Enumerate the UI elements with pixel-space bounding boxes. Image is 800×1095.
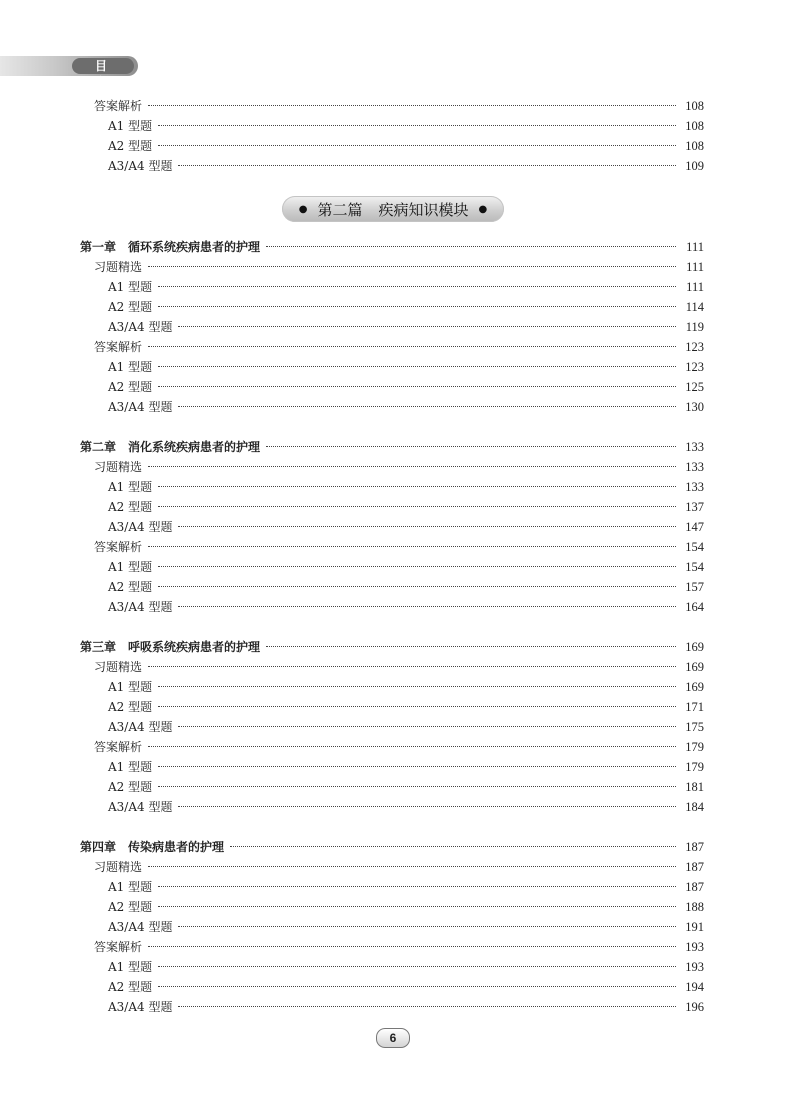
toc-entry-page: 147 — [685, 520, 704, 534]
toc-entry[interactable] — [94, 737, 704, 757]
toc-entry-label: 第一章 循环系统疾病患者的护理 — [80, 240, 261, 254]
dot-leader — [158, 986, 676, 987]
toc-entry-page: 157 — [685, 580, 704, 594]
toc-entry[interactable] — [108, 997, 704, 1017]
dot-leader — [158, 306, 676, 307]
dot-leader — [178, 165, 676, 166]
dot-leader — [148, 546, 676, 547]
dot-leader — [158, 286, 676, 287]
toc-entry-label: A2 型题 — [108, 300, 153, 314]
toc-entry-page: 133 — [685, 480, 704, 494]
toc-entry-label: 第二章 消化系统疾病患者的护理 — [80, 440, 261, 454]
toc-entry-label: 答案解析 — [94, 740, 143, 754]
toc-entry-label: 答案解析 — [94, 940, 143, 954]
toc-entry-page: 154 — [685, 540, 704, 554]
dot-leader — [178, 326, 676, 327]
section-tab-contents: 目 录 — [72, 58, 134, 74]
toc-entry-page: 175 — [685, 720, 704, 734]
dot-leader — [158, 366, 676, 367]
dot-leader — [158, 766, 676, 767]
toc-entry-page: 123 — [685, 360, 704, 374]
toc-entry-page: 164 — [685, 600, 704, 614]
dot-leader — [178, 606, 676, 607]
toc-entry-label: A3/A4 型题 — [108, 920, 173, 934]
toc-entry[interactable] — [108, 497, 704, 517]
toc-entry-label: A3/A4 型题 — [108, 320, 173, 334]
toc-entry[interactable] — [108, 557, 704, 577]
toc-entry-page: 193 — [685, 960, 704, 974]
toc-entry[interactable] — [108, 717, 704, 737]
toc-entry-page: 111 — [686, 280, 704, 294]
toc-entry-label: A2 型题 — [108, 580, 153, 594]
dot-leader — [158, 506, 676, 507]
toc-entry[interactable] — [108, 577, 704, 597]
dot-leader — [178, 1006, 676, 1007]
dot-leader — [158, 886, 676, 887]
toc-entry-label: 第四章 传染病患者的护理 — [80, 840, 225, 854]
toc-entry-label: A2 型题 — [108, 500, 153, 514]
toc-entry-page: 108 — [685, 119, 704, 133]
toc-entry-label: 习题精选 — [94, 660, 143, 674]
toc-entry-label: A2 型题 — [108, 139, 153, 153]
toc-entry-page: 179 — [685, 760, 704, 774]
dot-leader — [148, 666, 676, 667]
bullet-dot-icon: ● — [478, 203, 488, 215]
chapter-heading[interactable] — [80, 437, 704, 457]
toc-entry[interactable] — [108, 977, 704, 997]
toc-entry-label: A3/A4 型题 — [108, 800, 173, 814]
toc-entry[interactable] — [108, 677, 704, 697]
toc-entry-page: 114 — [685, 300, 704, 314]
dot-leader — [178, 806, 676, 807]
dot-leader — [158, 486, 676, 487]
toc-entry[interactable] — [108, 317, 704, 337]
dot-leader — [178, 726, 676, 727]
toc-entry-label: 答案解析 — [94, 340, 143, 354]
dot-leader — [148, 346, 676, 347]
toc-entry[interactable] — [108, 357, 704, 377]
toc-entry[interactable] — [94, 537, 704, 557]
toc-entry-label: A1 型题 — [108, 680, 153, 694]
toc-entry[interactable] — [108, 917, 704, 937]
dot-leader — [158, 686, 676, 687]
toc-entry[interactable] — [94, 257, 704, 277]
toc-entry-label: A1 型题 — [108, 360, 153, 374]
chapter-heading[interactable] — [80, 637, 704, 657]
dot-leader — [158, 586, 676, 587]
toc-entry-page: 187 — [685, 860, 704, 874]
toc-entry-page: 154 — [685, 560, 704, 574]
toc-entry-page: 119 — [685, 320, 704, 334]
toc-entry-page: 187 — [685, 840, 704, 854]
toc-entry-page: 196 — [685, 1000, 704, 1014]
dot-leader — [158, 386, 676, 387]
toc-entry-label: A1 型题 — [108, 119, 153, 133]
part-banner — [282, 196, 504, 222]
dot-leader — [148, 266, 676, 267]
toc-entry[interactable] — [108, 116, 704, 136]
toc-entry[interactable] — [94, 337, 704, 357]
toc-entry-page: 194 — [685, 980, 704, 994]
toc-entry[interactable] — [108, 757, 704, 777]
chapter-heading[interactable] — [80, 237, 704, 257]
toc-entry-label: A2 型题 — [108, 780, 153, 794]
toc-entry-page: 108 — [685, 99, 704, 113]
toc-entry-page: 123 — [685, 340, 704, 354]
toc-entry-page: 179 — [685, 740, 704, 754]
toc-entry-page: 108 — [685, 139, 704, 153]
toc-entry[interactable] — [94, 657, 704, 677]
toc-entry[interactable] — [108, 156, 704, 176]
toc-entry-label: A1 型题 — [108, 760, 153, 774]
dot-leader — [178, 926, 676, 927]
toc-entry[interactable] — [108, 477, 704, 497]
dot-leader — [178, 406, 676, 407]
toc-entry-page: 125 — [685, 380, 704, 394]
toc-entry[interactable] — [108, 797, 704, 817]
dot-leader — [266, 646, 676, 647]
toc-entry-label: 习题精选 — [94, 860, 143, 874]
toc-entry-label: 习题精选 — [94, 460, 143, 474]
toc-entry[interactable] — [108, 517, 704, 537]
dot-leader — [158, 966, 676, 967]
toc-entry-page: 184 — [685, 800, 704, 814]
dot-leader — [266, 246, 676, 247]
toc-entry[interactable] — [108, 897, 704, 917]
toc-entry[interactable] — [108, 777, 704, 797]
toc-entry-page: 109 — [685, 159, 704, 173]
toc-entry[interactable] — [94, 857, 704, 877]
toc-entry[interactable] — [108, 597, 704, 617]
toc-entry-page: 169 — [685, 680, 704, 694]
toc-entry[interactable] — [94, 937, 704, 957]
toc-entry-page: 111 — [686, 260, 704, 274]
toc-entry-page: 111 — [686, 240, 704, 254]
toc-entry-label: 答案解析 — [94, 540, 143, 554]
bullet-dot-icon: ● — [298, 203, 308, 215]
toc-entry-label: A3/A4 型题 — [108, 1000, 173, 1014]
dot-leader — [178, 526, 676, 527]
dot-leader — [148, 466, 676, 467]
toc-entry-label: 习题精选 — [94, 260, 143, 274]
toc-entry-label: 答案解析 — [94, 99, 143, 113]
dot-leader — [230, 846, 676, 847]
toc-entry-page: 169 — [685, 640, 704, 654]
toc-entry-label: A2 型题 — [108, 900, 153, 914]
part-number: 第二篇 — [317, 200, 363, 219]
toc-entry[interactable] — [108, 297, 704, 317]
dot-leader — [148, 746, 676, 747]
toc-entry[interactable] — [94, 457, 704, 477]
toc-entry-page: 133 — [685, 460, 704, 474]
dot-leader — [158, 566, 676, 567]
toc-entry-label: A3/A4 型题 — [108, 520, 173, 534]
toc-entry-label: A1 型题 — [108, 280, 153, 294]
toc-entry-label: A3/A4 型题 — [108, 720, 173, 734]
toc-entry-label: A1 型题 — [108, 560, 153, 574]
toc-entry-label: A2 型题 — [108, 700, 153, 714]
toc-entry[interactable] — [108, 877, 704, 897]
part-title: 疾病知识模块 — [378, 200, 469, 219]
toc-entry-page: 187 — [685, 880, 704, 894]
dot-leader — [158, 706, 676, 707]
toc-entry-page: 171 — [685, 700, 704, 714]
toc-entry[interactable] — [108, 136, 704, 156]
toc-entry[interactable] — [94, 96, 704, 116]
toc-entry-page: 188 — [685, 900, 704, 914]
dot-leader — [158, 906, 676, 907]
toc-entry-page: 193 — [685, 940, 704, 954]
dot-leader — [148, 866, 676, 867]
toc-entry-page: 130 — [685, 400, 704, 414]
dot-leader — [148, 946, 676, 947]
toc-entry-label: A2 型题 — [108, 380, 153, 394]
chapter-heading[interactable] — [80, 837, 704, 857]
toc-entry-page: 133 — [685, 440, 704, 454]
toc-entry-label: A1 型题 — [108, 960, 153, 974]
toc-entry-page: 181 — [685, 780, 704, 794]
toc-entry[interactable] — [108, 697, 704, 717]
dot-leader — [266, 446, 676, 447]
toc-entry[interactable] — [108, 397, 704, 417]
toc-entry-label: 第三章 呼吸系统疾病患者的护理 — [80, 640, 261, 654]
toc-entry-label: A1 型题 — [108, 880, 153, 894]
toc-entry-label: A3/A4 型题 — [108, 159, 173, 173]
toc-entry-label: A3/A4 型题 — [108, 400, 173, 414]
toc-entry[interactable] — [108, 277, 704, 297]
toc-entry-page: 191 — [685, 920, 704, 934]
toc-entry[interactable] — [108, 957, 704, 977]
toc-entry-page: 169 — [685, 660, 704, 674]
toc-entry[interactable] — [108, 377, 704, 397]
toc-entry-label: A2 型题 — [108, 980, 153, 994]
page-number: 6 — [376, 1028, 410, 1048]
dot-leader — [158, 125, 676, 126]
toc-entry-label: A3/A4 型题 — [108, 600, 173, 614]
toc-entry-label: A1 型题 — [108, 480, 153, 494]
toc-entry-page: 137 — [685, 500, 704, 514]
dot-leader — [158, 145, 676, 146]
dot-leader — [148, 105, 676, 106]
dot-leader — [158, 786, 676, 787]
